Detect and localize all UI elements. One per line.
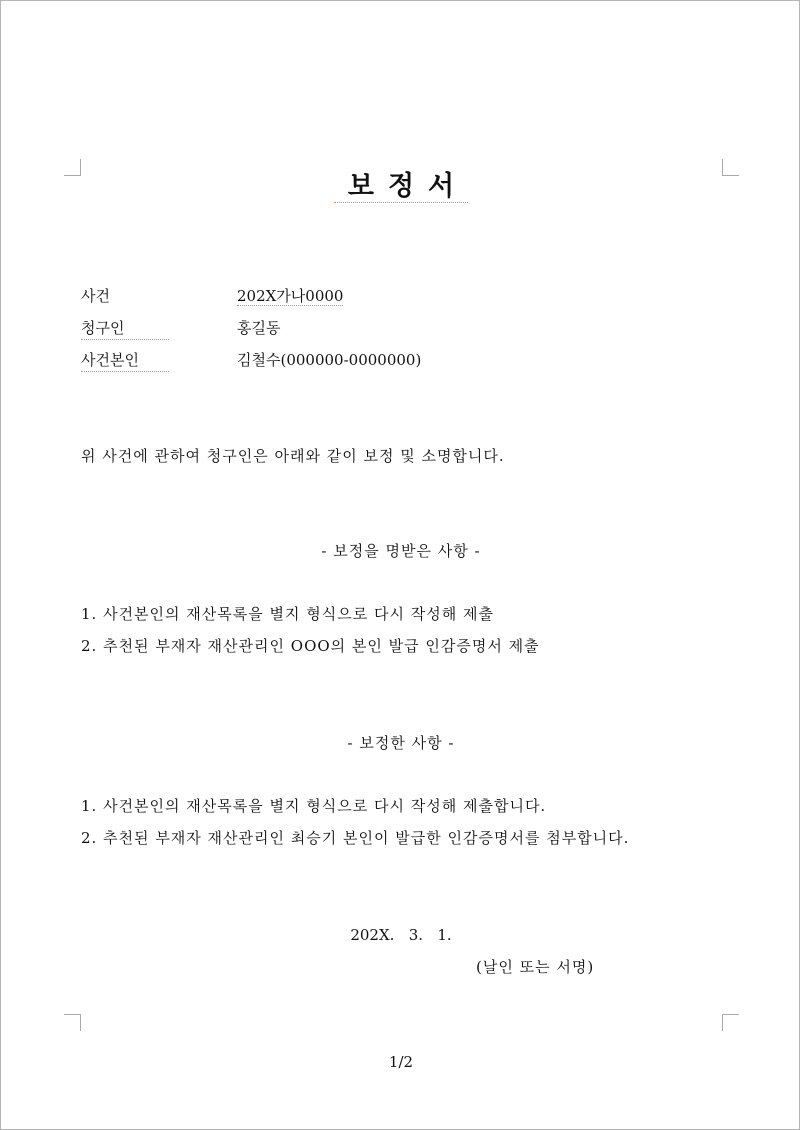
document-title: 보정서	[1, 169, 800, 205]
ordered-item-1: 1. 사건본인의 재산목록을 별지 형식으로 다시 작성해 제출	[81, 605, 494, 623]
principal-label: 사건본인	[81, 349, 169, 372]
claimant-value: 홍길동	[237, 319, 281, 337]
corrected-item-2: 2. 추천된 부재자 재산관리인 최승기 본인이 발급한 인감증명서를 첨부합니다.	[81, 829, 630, 847]
signature-line: (날인 또는 서명)	[476, 958, 595, 976]
principal-value: 김철수(000000-0000000)	[237, 351, 422, 369]
corrected-item-1: 1. 사건본인의 재산목록을 별지 형식으로 다시 작성해 제출합니다.	[81, 797, 547, 815]
crop-mark-bottom-left	[64, 1014, 81, 1031]
case-value: 202X가나0000	[237, 287, 344, 305]
crop-mark-bottom-right	[722, 1014, 739, 1031]
intro-paragraph: 위 사건에 관하여 청구인은 아래와 같이 보정 및 소명합니다.	[81, 447, 505, 465]
ordered-item-2: 2. 추천된 부재자 재산관리인 OOO의 본인 발급 인감증명서 제출	[81, 637, 540, 655]
page-number: 1/2	[388, 1053, 414, 1071]
corrected-section-heading: - 보정한 사항 -	[347, 734, 455, 752]
ordered-section-heading: - 보정을 명받은 사항 -	[321, 542, 481, 560]
document-date: 202X. 3. 1.	[350, 926, 452, 944]
claimant-label: 청구인	[81, 317, 169, 340]
case-label: 사건	[81, 287, 110, 305]
